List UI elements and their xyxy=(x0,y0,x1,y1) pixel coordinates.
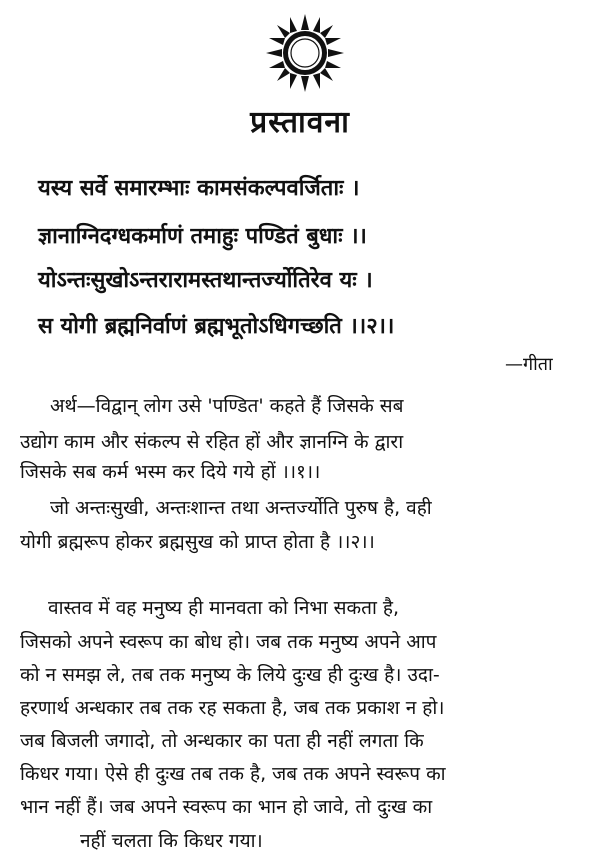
page-title: प्रस्तावना xyxy=(250,105,350,140)
meaning-line: जो अन्तःसुखी, अन्तःशान्त तथा अन्तर्ज्योति पुरुष है, वही xyxy=(50,497,432,519)
sun-emblem-icon xyxy=(266,14,344,92)
paragraph-line: किधर गया। ऐसे ही दुःख तब तक है, जब तक अपने स्वरूप का xyxy=(20,763,446,785)
paragraph-line: नहीं चलता कि किधर गया। xyxy=(80,830,263,852)
paragraph-line: जब बिजली जगादो, तो अन्धकार का पता ही नहीं लगता कि xyxy=(20,730,424,752)
meaning-line: अर्थ—विद्वान् लोग उसे 'पण्डित' कहते हैं जिसके सब xyxy=(50,395,404,417)
paragraph-line: जिसको अपने स्वरूप का बोध हो। जब तक मनुष्य अपने आप xyxy=(20,631,437,653)
meaning-line: उद्योग काम और संकल्प से रहित हों और ज्ञानग्नि के द्वारा xyxy=(20,431,404,453)
verse-line: स योगी ब्रह्मनिर्वाणं ब्रह्मभूतोऽधिगच्छति ।।२।। xyxy=(38,314,395,339)
paragraph-line: हरणार्थ अन्धकार तब तक रह सकता है, जब तक प्रकाश न हो। xyxy=(20,697,445,719)
meaning-line: योगी ब्रह्मरूप होकर ब्रह्मसुख को प्राप्त होता है ।।२।। xyxy=(20,531,375,553)
paragraph-line: वास्तव में वह मनुष्य ही मानवता को निभा सकता है, xyxy=(48,597,400,619)
source-attribution: —गीता xyxy=(505,354,553,375)
paragraph-line: भान नहीं हैं। जब अपने स्वरूप का भान हो जावे, तो दुःख का xyxy=(20,796,433,818)
paragraph-line: को न समझ ले, तब तक मनुष्य के लिये दुःख ही दुःख है। उदा- xyxy=(20,664,440,686)
verse-line: योऽन्तःसुखोऽन्तरारामस्तथान्तर्ज्योतिरेव यः । xyxy=(38,268,373,293)
meaning-line: जिसके सब कर्म भस्म कर दिये गये हों ।।१।। xyxy=(20,461,321,483)
verse-line: यस्य सर्वे समारम्भाः कामसंकल्पवर्जिताः । xyxy=(38,176,360,201)
verse-line: ज्ञानाग्निदग्धकर्माणं तमाहुः पण्डितं बुधाः ।। xyxy=(38,224,367,249)
